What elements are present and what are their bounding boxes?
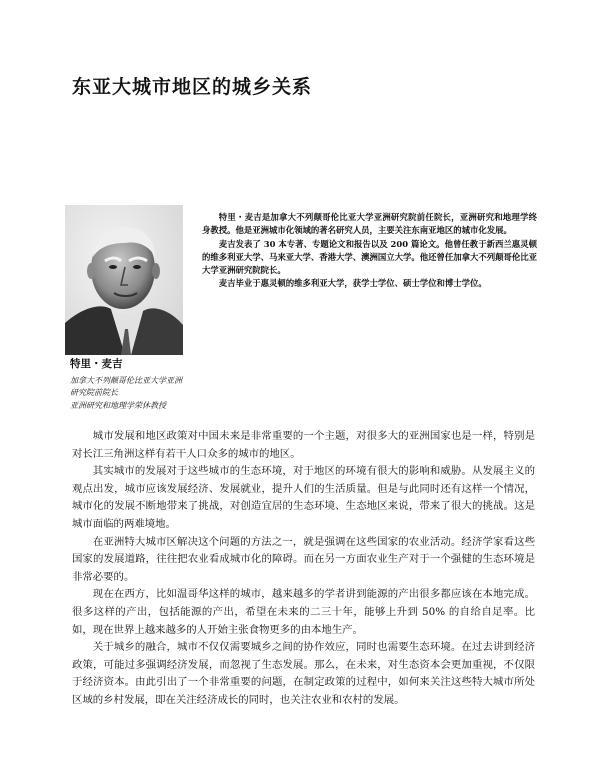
body-paragraph: 其实城市的发展对于这些城市的生态环境，对于地区的环境有很大的影响和威胁。从发展主义的观点出发，城市应该发展经济、发展就业，提升人们的生活质量。但是与此同时还有这样一个情况，城市化的发展不断地带来了挑战，对创造宜居的生态环境、生态地区来说，带来了很大的挑战。这是城市面临的两难境地。 bbox=[72, 465, 535, 530]
bio-paragraph: 麦吉发表了 30 本专著、专题论文和报告以及 200 篇论文。他曾任教于新西兰惠灵顿的维多利亚大学、马来亚大学、香港大学、澳洲国立大学。他还曾任加拿大不列颠哥伦比亚大学亚洲研究院院长。 bbox=[202, 238, 537, 276]
author-affiliation: 研究院前院长 bbox=[70, 388, 118, 398]
body-paragraph: 现在在西方，比如温哥华这样的城市，越来越多的学者讲到能源的产出很多都应该在本地完成。很多这样的产出，包括能源的产出，希望在未来的二三十年，能够上升到 50% 的自给自足率。比如，现在世界上越来越多的人开始主张食物更多的由本地生产。 bbox=[72, 588, 535, 636]
body-paragraph: 城市发展和地区政策对中国未来是非常重要的一个主题，对很多大的亚洲国家也是一样，特别是对长江三角洲这样有若干人口众多的城市的地区。 bbox=[72, 430, 535, 460]
author-portrait bbox=[65, 205, 183, 355]
bio-paragraph: 特里・麦吉是加拿大不列颠哥伦比亚大学亚洲研究院前任院长，亚洲研究和地理学终身教授。他是亚洲城市化领域的著名研究人员，主要关注东南亚地区的城市化发展。 bbox=[202, 212, 537, 236]
article-title: 东亚大城市地区的城乡关系 bbox=[72, 76, 313, 98]
author-affiliation: 亚洲研究和地理学荣休教授 bbox=[70, 400, 166, 410]
author-caption bbox=[70, 356, 182, 412]
body-paragraph: 在亚洲特大城市区解决这个问题的方法之一，就是强调在这些国家的农业活动。经济学家看这些国家的发展道路，往往把农业看成城市化的障碍。而在另一方面农业生产对于一个强健的生态环境是非常必要的。 bbox=[72, 535, 535, 583]
author-name: 特里・麦吉 bbox=[70, 358, 123, 370]
bio-paragraph: 麦吉毕业于惠灵顿的维多利亚大学，获学士学位、硕士学位和博士学位。 bbox=[218, 278, 487, 289]
author-affiliation: 加拿大不列颠哥伦比亚大学亚洲 bbox=[70, 376, 182, 385]
author-bio bbox=[202, 211, 537, 291]
article-body bbox=[72, 428, 535, 710]
body-paragraph: 关于城乡的融合，城市不仅仅需要城乡之间的协作效应，同时也需要生态环境。在过去讲到经济政策，可能过多强调经济发展，而忽视了生态发展。那么，在未来，对生态资本会更加重视，不仅限于经济资本。由此引出了一个非常重要的问题，在制定政策的过程中，如何来关注这些特大城市所处区域的乡村发展，即在关注经济成长的同时，也关注农业和农村的发展。 bbox=[72, 641, 535, 706]
